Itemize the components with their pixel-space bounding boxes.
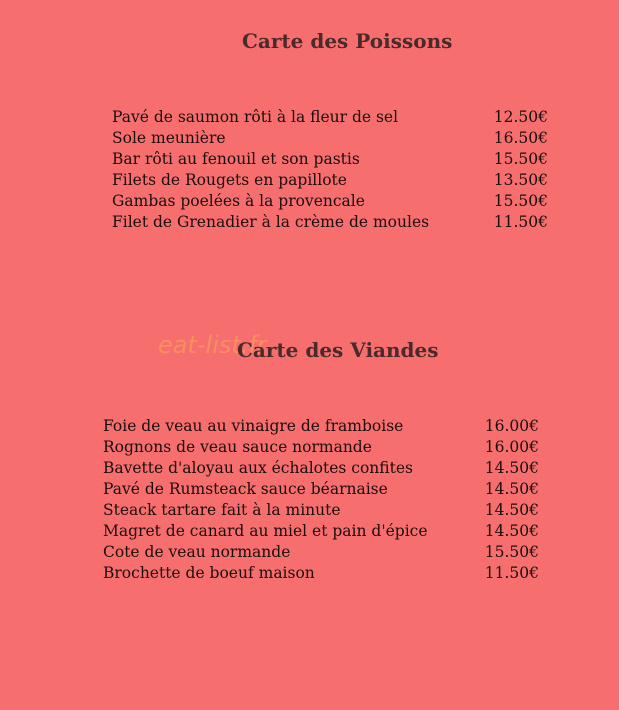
dish-price: 13.50€: [493, 171, 548, 189]
menu-item: [103, 458, 539, 479]
dish-name: Filets de Rougets en papillote: [112, 171, 347, 189]
dish-name: Brochette de boeuf maison: [103, 564, 315, 582]
dish-name: Foie de veau au vinaigre de framboise: [103, 417, 404, 435]
dish-price: 15.50€: [484, 543, 539, 561]
dish-price: 14.50€: [484, 480, 539, 498]
dish-name: Steack tartare fait à la minute: [103, 501, 341, 519]
viandes-menu-list: [103, 416, 539, 584]
dish-price: 14.50€: [484, 522, 539, 540]
menu-item: [112, 128, 548, 149]
dish-price: 12.50€: [493, 108, 548, 126]
dish-price: 16.00€: [484, 438, 539, 456]
menu-item: [103, 437, 539, 458]
menu-item: [112, 212, 548, 233]
menu-item: [112, 107, 548, 128]
menu-item: [103, 521, 539, 542]
dish-price: 14.50€: [484, 501, 539, 519]
dish-name: Magret de canard au miel et pain d'épice: [103, 522, 428, 540]
dish-name: Pavé de saumon rôti à la fleur de sel: [112, 108, 399, 126]
dish-name: Filet de Grenadier à la crème de moules: [112, 213, 430, 231]
section-title-poissons: Carte des Poissons: [242, 29, 453, 53]
dish-price: 14.50€: [484, 459, 539, 477]
dish-price: 11.50€: [493, 213, 548, 231]
dish-name: Bar rôti au fenouil et son pastis: [112, 150, 360, 168]
menu-item: [103, 479, 539, 500]
dish-price: 11.50€: [484, 564, 539, 582]
menu-item: [112, 170, 548, 191]
dish-name: Pavé de Rumsteack sauce béarnaise: [103, 480, 388, 498]
menu-item: [103, 542, 539, 563]
menu-item: [103, 500, 539, 521]
section-title-viandes: Carte des Viandes: [237, 338, 439, 362]
dish-price: 16.50€: [493, 129, 548, 147]
dish-name: Rognons de veau sauce normande: [103, 438, 372, 456]
menu-item: [112, 191, 548, 212]
menu-item: [103, 563, 539, 584]
dish-price: 15.50€: [493, 192, 548, 210]
dish-name: Cote de veau normande: [103, 543, 291, 561]
dish-name: Sole meunière: [112, 129, 226, 147]
poissons-menu-list: [112, 107, 548, 233]
dish-name: Gambas poelées à la provencale: [112, 192, 365, 210]
dish-price: 16.00€: [484, 417, 539, 435]
watermark-logo: eat-list.fr: [158, 331, 267, 359]
dish-name: Bavette d'aloyau aux échalotes confites: [103, 459, 413, 477]
menu-item: [103, 416, 539, 437]
dish-price: 15.50€: [493, 150, 548, 168]
menu-item: [112, 149, 548, 170]
